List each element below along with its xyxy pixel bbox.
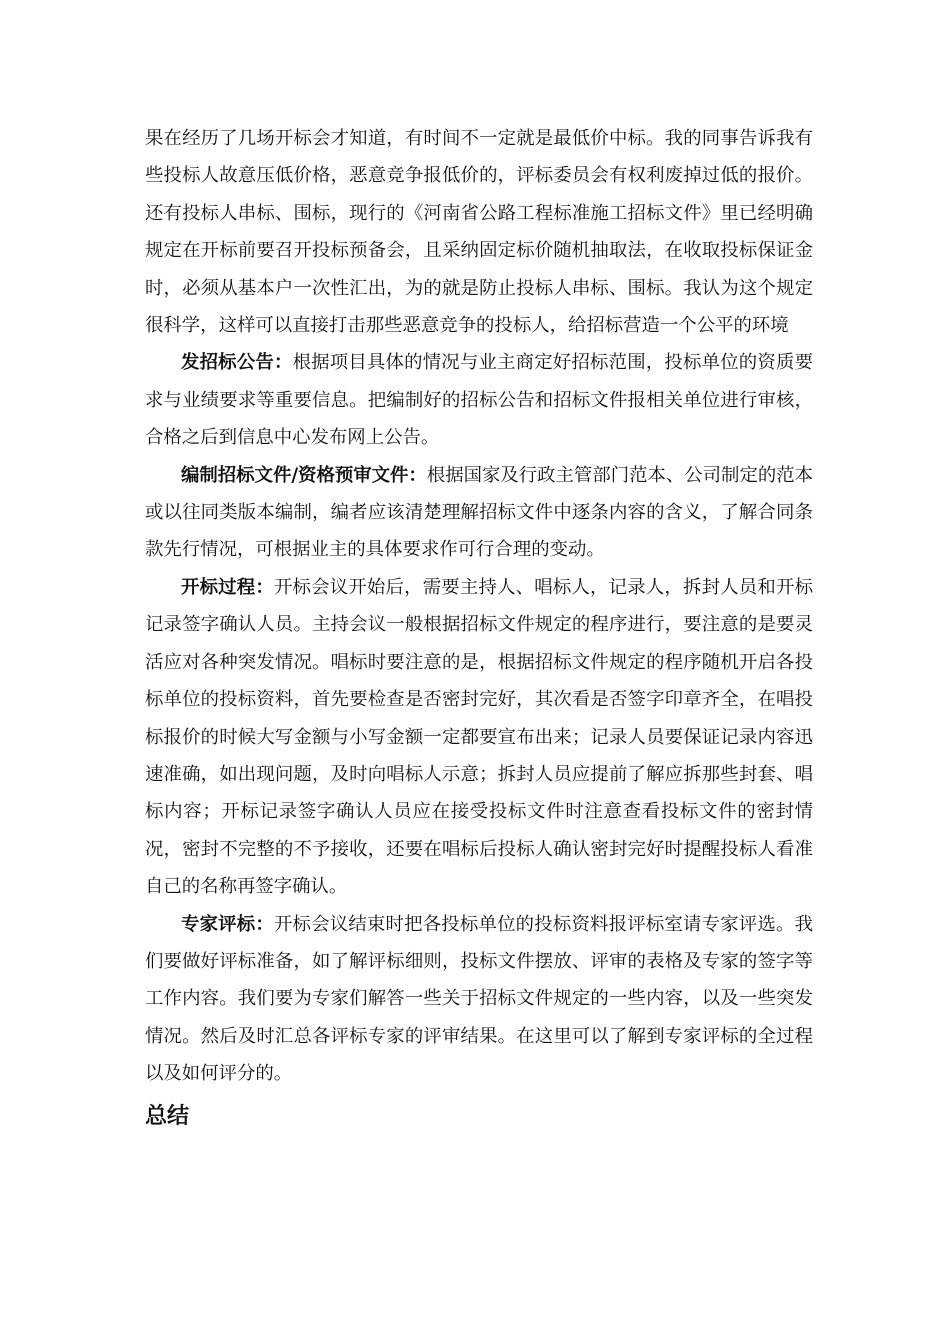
paragraph-text: 开标会议结束时把各投标单位的投标资料报评标室请专家评选。我们要做好评标准备，如了解评标细则，投标文件摆放、评审的表格及专家的签字等工作内容。我们要为专家们解答一些关于招标文件规定的一些内容，以及一些突发情况。然后及时汇总各评标专家的评审结果。在这里可以了解到专家评标的全过程以及如何评分的。 [145,913,813,1085]
paragraph-text: 根据国家及行政主管部门范本、公司制定的范本或以往同类版本编制，编者应该清楚理解招标文件中逐条内容的含义，了解合同条款先行情况，可根据业主的具体要求作可行合理的变动。 [145,464,814,561]
paragraph-lead: 编制招标文件/资格预审文件： [181,464,427,486]
paragraph-text: 根据项目具体的情况与业主商定好招标范围，投标单位的资质要求与业绩要求等重要信息。把编制好的招标公告和招标文件报相关单位进行审核，合格之后到信息中心发布网上公告。 [145,352,813,449]
paragraph-text: 开标会议开始后，需要主持人、唱标人，记录人，拆封人员和开标记录签字确认人员。主持会议一般根据招标文件规定的程序进行，要注意的是要灵活应对各种突发情况。唱标时要注意的是，根据招标文件规定的程序随机开启各投标单位的投标资料，首先要检查是否密封完好，其次看是否签字印章齐全，在唱投标报价的时候大写金额与小写金额一定都要宣布出来；记录人员要保证记录内容迅速准确，如出现问题，及时向唱标人示意；拆封人员应提前了解应拆那些封套、唱标内容；开标记录签字确认人员应在接受投标文件时注意查看投标文件的密封情况，密封不完整的不予接收，还要在唱标后投标人确认密封完好时提醒投标人看准自己的名称再签字确认。 [145,576,813,898]
document-page [145,120,813,1135]
paragraph-announcement [145,344,813,456]
paragraph-continued [145,120,813,344]
paragraph-text: 果在经历了几场开标会才知道，有时间不一定就是最低价中标。我的同事告诉我有些投标人故意压低价格，恶意竞争报低价的，评标委员会有权利废掉过低的报价。还有投标人串标、围标，现行的《河南省公路工程标准施工招标文件》里已经明确规定在开标前要召开投标预备会，且采纳固定标价随机抽取法，在收取投标保证金时，必须从基本户一次性汇出，为的就是防止投标人串标、围标。我认为这个规定很科学，这样可以直接打击那些恶意竞争的投标人，给招标营造一个公平的环境 [145,128,813,337]
paragraph-bid-opening [145,569,813,906]
paragraph-lead: 专家评标： [181,913,274,935]
section-heading-summary: 总结 [145,1103,190,1129]
paragraph-expert-review [145,906,813,1093]
paragraph-lead: 开标过程： [181,576,274,598]
paragraph-bid-documents [145,457,813,569]
paragraph-lead: 发招标公告： [181,352,293,374]
